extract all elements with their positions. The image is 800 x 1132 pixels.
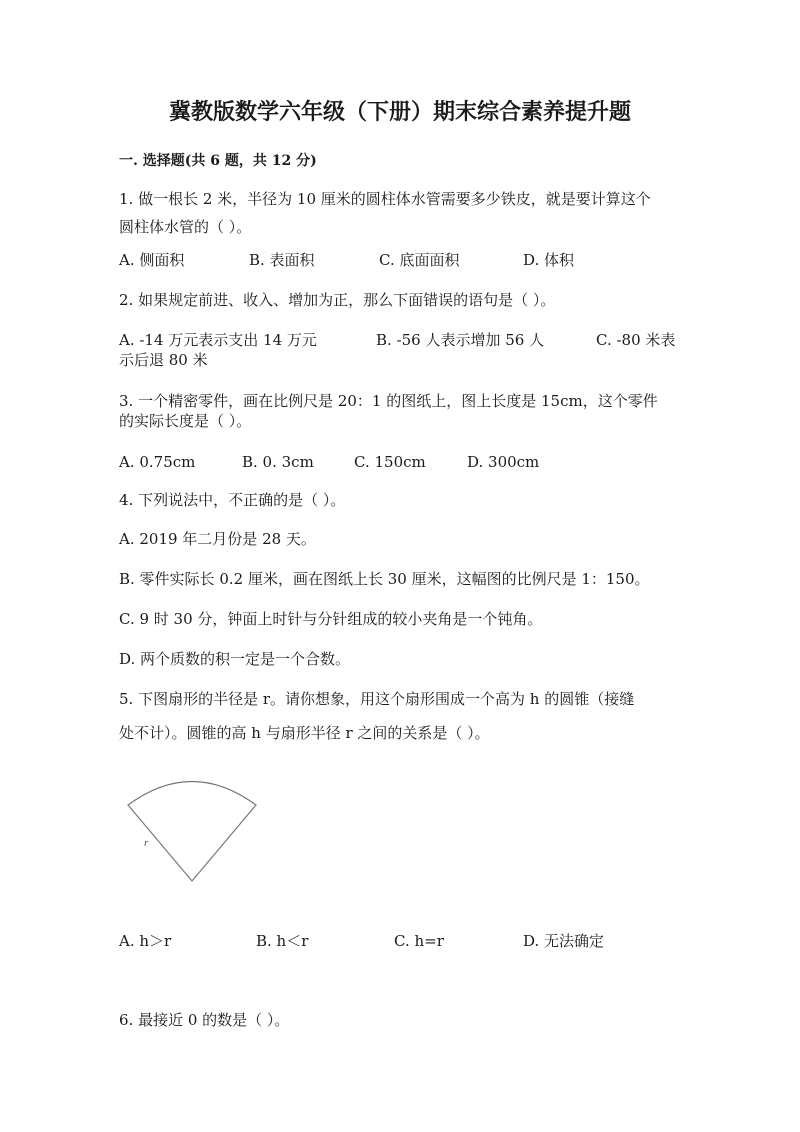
question-4-option-c: C. 9 时 30 分，钟面上时针与分针组成的较小夹角是一个钝角。 <box>119 610 543 628</box>
page-title: 冀教版数学六年级（下册）期末综合素养提升题 <box>168 99 631 125</box>
sector-figure <box>125 780 270 890</box>
question-1-option-c: C. 底面面积 <box>379 251 460 269</box>
section-heading: 一. 选择题(共 6 题，共 12 分) <box>119 153 317 169</box>
question-2-text: 2. 如果规定前进、收入、增加为正，那么下面错误的语句是（ ）。 <box>119 291 556 309</box>
question-6-text: 6. 最接近 0 的数是（ ）。 <box>119 1011 290 1029</box>
question-3-option-b: B. 0. 3cm <box>242 453 314 471</box>
question-4-option-b: B. 零件实际长 0.2 厘米，画在图纸上长 30 厘米，这幅图的比例尺是 1：150。 <box>119 570 650 588</box>
question-1-text: 1. 做一根长 2 米，半径为 10 厘米的圆柱体水管需要多少铁皮，就是要计算这个 <box>119 190 651 208</box>
question-4-text: 4. 下列说法中，不正确的是（ ）。 <box>119 491 346 509</box>
question-1-text-cont: 圆柱体水管的（ ）。 <box>119 218 252 236</box>
question-5-option-b: B. h＜r <box>256 932 309 950</box>
question-3-text-cont: 的实际长度是（ ）。 <box>119 412 252 430</box>
sector-radius-label: r <box>144 837 149 849</box>
question-5-option-c: C. h=r <box>394 932 444 950</box>
question-5-text: 5. 下图扇形的半径是 r。请你想象，用这个扇形围成一个高为 h 的圆锥（接缝 <box>119 690 635 708</box>
question-5-text-cont: 处不计）。圆锥的高 h 与扇形半径 r 之间的关系是（ ）。 <box>119 724 490 742</box>
question-3-text: 3. 一个精密零件，画在比例尺是 20：1 的图纸上，图上长度是 15cm，这个零件 <box>119 392 658 410</box>
question-4-option-d: D. 两个质数的积一定是一个合数。 <box>119 650 351 668</box>
sector-outline <box>128 782 256 882</box>
question-5-option-d: D. 无法确定 <box>523 932 605 950</box>
question-3-option-a: A. 0.75cm <box>119 453 196 471</box>
question-3-option-d: D. 300cm <box>467 453 540 471</box>
question-2-option-b: B. -56 人表示增加 56 人 <box>376 331 545 349</box>
question-4-option-a: A. 2019 年二月份是 28 天。 <box>119 530 316 548</box>
question-3-option-c: C. 150cm <box>354 453 426 471</box>
question-2-option-c: C. -80 米表 <box>596 331 676 349</box>
question-1-option-a: A. 侧面积 <box>119 251 185 269</box>
question-5-option-a: A. h＞r <box>119 932 172 950</box>
question-1-option-b: B. 表面积 <box>249 251 315 269</box>
question-2-option-a: A. -14 万元表示支出 14 万元 <box>119 331 317 349</box>
question-1-option-d: D. 体积 <box>523 251 575 269</box>
question-2-option-c-cont: 示后退 80 米 <box>119 351 208 369</box>
